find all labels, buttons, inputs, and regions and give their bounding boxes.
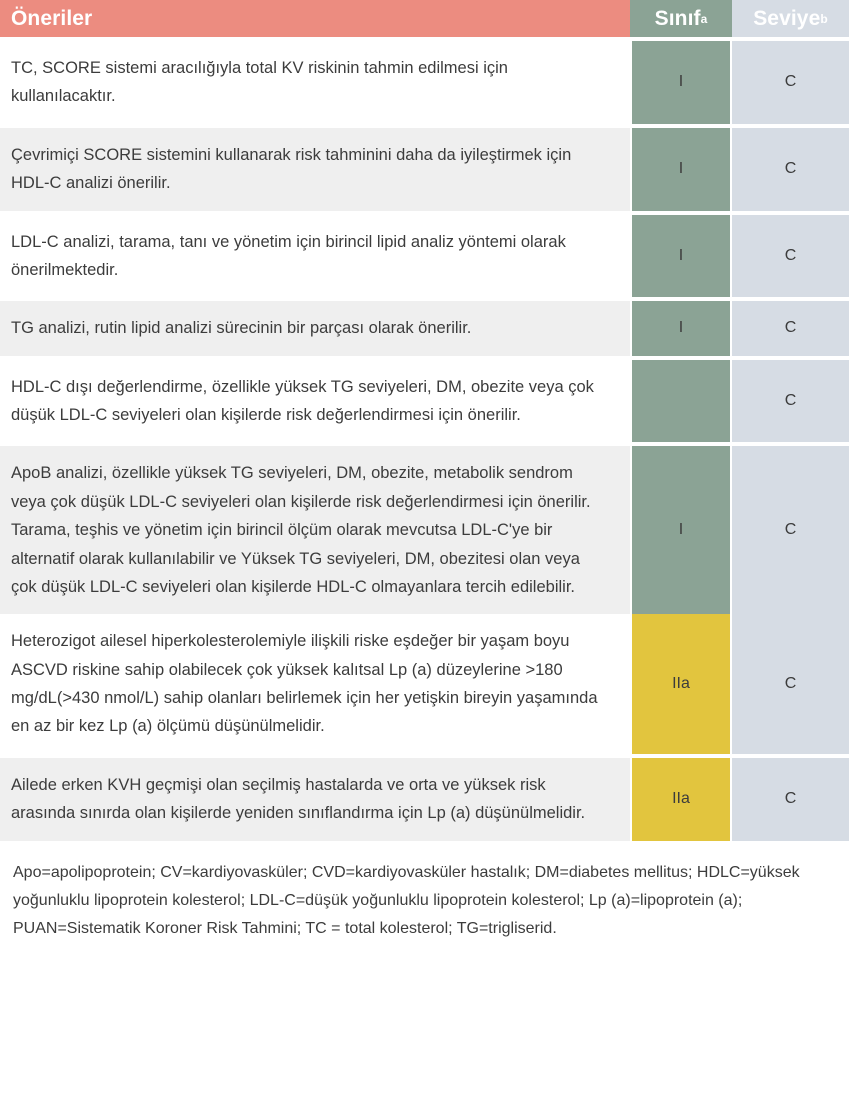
cell-recommendation: HDL-C dışı değerlendirme, özellikle yüksek TG seviyeleri, DM, obezite veya çok düşük LDL-C seviyeleri olan kişilerde risk değerlendirmesi için önerilir. bbox=[0, 360, 630, 443]
cell-class: I bbox=[630, 215, 732, 298]
cell-recommendation: TG analizi, rutin lipid analizi sürecinin bir parçası olarak önerilir. bbox=[0, 301, 630, 355]
cell-class: IIa bbox=[630, 614, 732, 754]
cell-recommendation: Ailede erken KVH geçmişi olan seçilmiş hastalarda ve orta ve yüksek risk arasında sınırda olan kişilerde yeniden sınıflandırma için Lp (a) düşünülmelidir. bbox=[0, 758, 630, 841]
table-row bbox=[0, 215, 849, 298]
table-row bbox=[0, 360, 849, 443]
cell-level: C bbox=[732, 360, 849, 443]
cell-class: I bbox=[630, 41, 732, 124]
cell-recommendation: LDL-C analizi, tarama, tanı ve yönetim için birincil lipid analiz yöntemi olarak önerilmektedir. bbox=[0, 215, 630, 298]
cell-recommendation: Heterozigot ailesel hiperkolesterolemiyle ilişkili riske eşdeğer bir yaşam boyu ASCVD riskine sahip olabilecek çok yüksek kalıtsal Lp (a) düzeylerine >180 mg/dL(>430 nmol/L) sahip olanları belirlemek için her yetişkin bireyin yaşamında en az bir kez Lp (a) ölçümü düşünülmelidir. bbox=[0, 614, 630, 754]
cell-class: IIa bbox=[630, 758, 732, 841]
table-row bbox=[0, 758, 849, 841]
cell-recommendation: Çevrimiçi SCORE sistemini kullanarak risk tahminini daha da iyileştirmek için HDL-C analizi önerilir. bbox=[0, 128, 630, 211]
cell-class: I bbox=[630, 301, 732, 355]
cell-level: C bbox=[732, 758, 849, 841]
column-header-level: Seviye b bbox=[732, 0, 849, 37]
table-row bbox=[0, 128, 849, 211]
table-header-row bbox=[0, 0, 849, 37]
column-header-class-label: Sınıf bbox=[654, 6, 701, 30]
column-header-recommendations-label: Öneriler bbox=[11, 6, 93, 30]
cell-level: C bbox=[732, 128, 849, 211]
cell-class bbox=[630, 360, 732, 443]
column-header-level-label: Seviye bbox=[753, 6, 821, 30]
cell-level: C bbox=[732, 446, 849, 614]
table-row bbox=[0, 446, 849, 614]
cell-level: C bbox=[732, 215, 849, 298]
cell-level: C bbox=[732, 614, 849, 754]
column-header-recommendations bbox=[0, 0, 630, 37]
table-body bbox=[0, 41, 849, 841]
cell-recommendation: TC, SCORE sistemi aracılığıyla total KV riskinin tahmin edilmesi için kullanılacaktır. bbox=[0, 41, 630, 124]
table-row bbox=[0, 41, 849, 124]
cell-class: I bbox=[630, 446, 732, 614]
cell-recommendation: ApoB analizi, özellikle yüksek TG seviyeleri, DM, obezite, metabolik sendrom veya çok düşük LDL-C seviyeleri olan kişilerde risk değerlendirmesi için önerilir. Tarama, teşhis ve yönetim için birincil ölçüm olarak mevcutsa LDL-C'ye bir alternatif olarak kullanılabilir ve Yüksek TG seviyeleri, DM, obezitesi olan veya çok düşük LDL-C seviyeleri olan kişilerde HDL-C olmayanlara tercih edilebilir. bbox=[0, 446, 630, 614]
column-header-class: Sınıf a bbox=[630, 0, 732, 37]
cell-level: C bbox=[732, 41, 849, 124]
table-footnote: Apo=apolipoprotein; CV=kardiyovasküler; CVD=kardiyovasküler hastalık; DM=diabetes mellitus; HDLC=yüksek yoğunluklu lipoprotein kolesterol; LDL-C=düşük yoğunluklu lipoprotein kolesterol; Lp (a)=lipoprotein (a); PUAN=Sistematik Koroner Risk Tahmini; TC = total kolesterol; TG=trigliserid. bbox=[0, 841, 849, 954]
cell-level: C bbox=[732, 301, 849, 355]
table-row bbox=[0, 614, 849, 754]
table-row bbox=[0, 301, 849, 355]
cell-class: I bbox=[630, 128, 732, 211]
